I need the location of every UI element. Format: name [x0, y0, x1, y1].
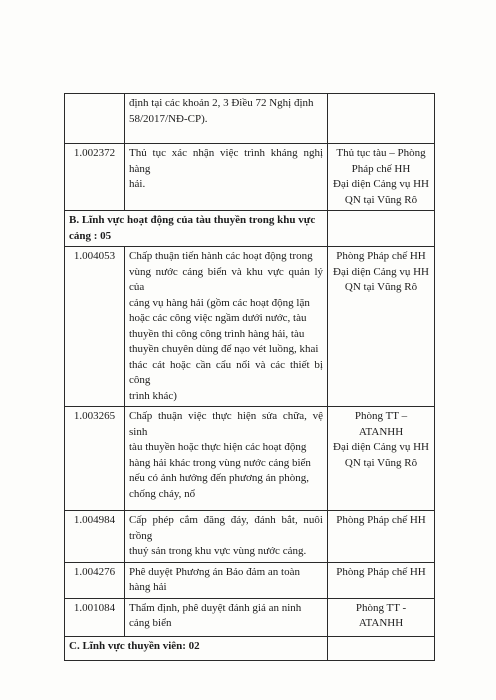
- label-line: C. Lĩnh vực thuyền viên: 02: [69, 639, 200, 652]
- unit-line: QN tại Vũng Rô: [344, 456, 418, 469]
- empty-cell: [328, 211, 435, 247]
- content-line: Thủ tục xác nhận việc trình kháng nghị hàng: [129, 147, 323, 175]
- section-heading: [65, 636, 328, 660]
- content-line: cảng vụ hàng hải (gồm các hoạt động lặn: [129, 296, 310, 309]
- label-line: B. Lĩnh vực hoạt động của tàu thuyền trong khu vực: [69, 214, 316, 226]
- empty-cell: [328, 636, 435, 660]
- content-line: Phê duyệt Phương án Bảo đảm an toàn: [129, 565, 300, 578]
- responsible-unit: [328, 247, 435, 407]
- content-line: hàng hải khác trong vùng nước cảng biển: [129, 456, 311, 469]
- content-line: hàng hải: [129, 581, 167, 593]
- table-row: [65, 511, 435, 563]
- unit-line: Thủ tục tàu – Phòng: [336, 147, 426, 159]
- content-line: thuyền chuyên dùng để nạo vét luồng, khai: [129, 343, 319, 355]
- content-line: thuyền thi công công trình hàng hải, tàu: [129, 327, 305, 340]
- label-line: cảng : 05: [69, 229, 112, 242]
- content-line: tàu thuyền hoặc thực hiện các hoạt động: [129, 441, 307, 453]
- procedure-name: [125, 144, 328, 211]
- section-row: [65, 636, 435, 660]
- content-line: hải.: [129, 178, 146, 190]
- table-row: [65, 598, 435, 636]
- table-row: [65, 94, 435, 144]
- content-line: hoặc các công việc ngầm dưới nước, tàu: [129, 312, 307, 324]
- responsible-unit: [328, 94, 435, 144]
- unit-line: Phòng TT -: [355, 601, 407, 614]
- content-line: vùng nước cảng biển và khu vực quản lý của: [129, 265, 323, 293]
- unit-line: ATANHH: [358, 617, 404, 629]
- unit-line: Phòng Pháp chế HH: [336, 565, 426, 578]
- unit-line: QN tại Vũng Rô: [344, 281, 418, 293]
- unit-line: ATANHH: [358, 425, 404, 438]
- procedure-code: 1.001084: [65, 598, 125, 636]
- procedures-table: [64, 93, 435, 661]
- content-line: cảng biển: [129, 617, 172, 629]
- procedure-name: [125, 247, 328, 407]
- unit-line: Phòng TT –: [354, 410, 408, 422]
- responsible-unit: [328, 144, 435, 211]
- procedure-code: [65, 94, 125, 144]
- unit-line: QN tại Vũng Rô: [344, 193, 418, 206]
- procedure-name: [125, 407, 328, 511]
- content-line: nếu có ảnh hưởng đến phương án phòng,: [129, 472, 309, 484]
- unit-line: Đại diện Cảng vụ HH: [333, 178, 429, 190]
- procedure-name: [125, 562, 328, 598]
- content-line: Chấp thuận tiến hành các hoạt động trong: [129, 250, 313, 262]
- procedure-code: 1.004276: [65, 562, 125, 598]
- content-line: Thẩm định, phê duyệt đánh giá an ninh: [129, 601, 302, 614]
- procedure-name: [125, 598, 328, 636]
- content-line: chống cháy, nổ: [129, 487, 196, 500]
- unit-line: Pháp chế HH: [351, 162, 411, 175]
- table-row: [65, 144, 435, 211]
- table-row: [65, 407, 435, 511]
- procedure-code: 1.004053: [65, 247, 125, 407]
- responsible-unit: [328, 407, 435, 511]
- content-line: thác cát hoặc cần cẩu nổi và các thiết bị công: [129, 358, 323, 386]
- content-line: trình khác): [129, 389, 177, 402]
- procedure-name: [125, 511, 328, 563]
- unit-line: Phòng Pháp chế HH: [336, 514, 426, 526]
- unit-line: Phòng Pháp chế HH: [336, 250, 426, 262]
- unit-line: Đại diện Cảng vụ HH: [333, 265, 429, 278]
- content-line: Chấp thuận việc thực hiện sửa chữa, vệ sinh: [129, 410, 323, 438]
- section-heading: [65, 211, 328, 247]
- responsible-unit: [328, 511, 435, 563]
- procedure-code: 1.004984: [65, 511, 125, 563]
- table-row: [65, 562, 435, 598]
- procedure-code: 1.002372: [65, 144, 125, 211]
- content-line: 58/2017/NĐ-CP).: [129, 112, 208, 125]
- content-line: Cấp phép cắm đăng đáy, đánh bắt, nuôi trồng: [129, 514, 323, 542]
- unit-line: Đại diện Cảng vụ HH: [333, 441, 429, 453]
- procedure-name: [125, 94, 328, 144]
- table-row: [65, 247, 435, 407]
- content-line: thuỷ sản trong khu vực vùng nước cảng.: [129, 545, 307, 557]
- procedure-code: 1.003265: [65, 407, 125, 511]
- responsible-unit: [328, 598, 435, 636]
- responsible-unit: [328, 562, 435, 598]
- section-row: [65, 211, 435, 247]
- content-line: định tại các khoản 2, 3 Điều 72 Nghị định: [129, 97, 314, 109]
